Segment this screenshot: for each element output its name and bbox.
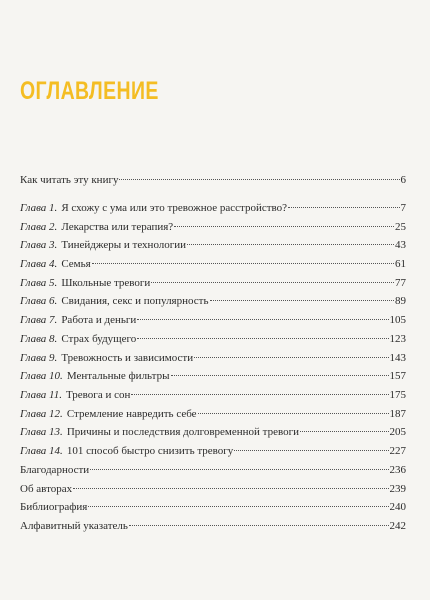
entry-page-number: 236 <box>389 464 406 476</box>
entry-page-number: 6 <box>400 174 406 186</box>
toc-chapter-entry <box>20 349 406 368</box>
chapter-title: Причины и последствия долговременной тревоги <box>66 426 300 439</box>
entry-page-number: 61 <box>395 258 406 271</box>
dot-leader <box>73 488 388 489</box>
toc-intro-list <box>20 171 406 190</box>
dot-leader <box>92 263 394 264</box>
toc-chapter-entry <box>20 236 406 255</box>
chapter-title: Семья <box>61 258 91 271</box>
chapter-prefix: Глава 12. <box>20 407 63 420</box>
dot-leader <box>119 179 399 180</box>
toc-chapter-entry <box>20 199 406 218</box>
chapter-title: Лекарства или терапия? <box>61 220 174 233</box>
toc-chapter-entry <box>20 405 406 424</box>
dot-leader <box>131 394 388 395</box>
entry-title: Библиография <box>20 501 88 513</box>
entry-page-number: 157 <box>389 370 406 383</box>
chapter-prefix: Глава 10. <box>20 370 63 383</box>
toc-chapter-entry <box>20 218 406 237</box>
entry-page-number: 239 <box>389 482 406 495</box>
dot-leader <box>88 506 388 507</box>
dot-leader <box>187 244 394 245</box>
chapter-prefix: Глава 5. <box>20 276 58 289</box>
chapter-prefix: Глава 4. <box>20 258 58 271</box>
toc-chapter-entry <box>20 367 406 386</box>
dot-leader <box>288 207 399 208</box>
toc-chapter-entry <box>20 330 406 349</box>
entry-page-number: 143 <box>389 351 406 364</box>
chapter-prefix: Глава 3. <box>20 239 58 252</box>
entry-page-number: 187 <box>389 407 406 420</box>
entry-title: Об авторах <box>20 482 73 495</box>
dot-leader <box>210 300 395 301</box>
chapter-title: 101 способ быстро снизить тревогу <box>66 444 234 457</box>
chapter-prefix: Глава 13. <box>20 426 63 439</box>
toc-heading: ОГЛАВЛЕНИЕ <box>20 77 159 105</box>
chapter-title: Тревожность и зависимости <box>61 351 194 364</box>
toc-chapter-entry <box>20 255 406 274</box>
entry-page-number: 242 <box>389 519 406 532</box>
dot-leader <box>129 525 389 526</box>
entry-title: Как читать эту книгу <box>20 174 119 186</box>
chapter-prefix: Глава 6. <box>20 295 58 308</box>
toc-back-matter-list <box>20 461 406 535</box>
toc-chapter-entry <box>20 311 406 330</box>
chapter-prefix: Глава 2. <box>20 220 58 233</box>
chapter-title: Тревога и сон <box>66 388 131 401</box>
chapter-prefix: Глава 8. <box>20 332 58 345</box>
chapter-title: Работа и деньги <box>61 314 137 327</box>
entry-title: Алфавитный указатель <box>20 519 128 532</box>
chapter-title: Я схожу с ума или это тревожное расстройство? <box>61 202 288 214</box>
chapter-title: Тинейджеры и технологии <box>61 239 187 252</box>
dot-leader <box>151 282 394 283</box>
chapter-prefix: Глава 1. <box>20 202 58 214</box>
dot-leader <box>174 226 394 227</box>
entry-title: Благодарности <box>20 464 90 476</box>
dot-leader <box>137 319 388 320</box>
entry-page-number: 205 <box>389 426 406 439</box>
toc-chapter-entry <box>20 386 406 405</box>
entry-page-number: 43 <box>395 239 406 252</box>
chapter-title: Стремление навредить себе <box>66 407 197 420</box>
entry-page-number: 240 <box>389 501 406 513</box>
toc-chapter-entry <box>20 442 406 461</box>
chapter-prefix: Глава 9. <box>20 351 58 364</box>
toc-chapter-entry <box>20 274 406 293</box>
entry-page-number: 7 <box>400 202 406 214</box>
chapter-title: Страх будущего <box>61 332 137 345</box>
toc-entry <box>20 498 406 517</box>
dot-leader <box>300 431 388 432</box>
entry-page-number: 227 <box>389 444 406 457</box>
toc-entry <box>20 171 406 190</box>
dot-leader <box>90 469 388 470</box>
dot-leader <box>137 338 388 339</box>
chapter-title: Свидания, секс и популярность <box>61 295 209 308</box>
chapter-prefix: Глава 7. <box>20 314 58 327</box>
entry-page-number: 89 <box>395 295 406 308</box>
entry-page-number: 105 <box>389 314 406 327</box>
chapter-title: Школьные тревоги <box>61 276 151 289</box>
entry-page-number: 175 <box>389 388 406 401</box>
toc-chapter-entry <box>20 423 406 442</box>
chapter-prefix: Глава 11. <box>20 388 62 401</box>
toc-entry <box>20 480 406 499</box>
chapter-title: Ментальные фильтры <box>66 370 170 383</box>
dot-leader <box>194 357 388 358</box>
toc-chapter-entry <box>20 292 406 311</box>
dot-leader <box>198 413 389 414</box>
entry-page-number: 25 <box>395 220 406 233</box>
entry-page-number: 123 <box>389 332 406 345</box>
entry-page-number: 77 <box>395 276 406 289</box>
toc-entry <box>20 461 406 480</box>
dot-leader <box>234 450 388 451</box>
chapter-prefix: Глава 14. <box>20 444 63 457</box>
toc-entry <box>20 517 406 536</box>
toc-chapter-list <box>20 199 406 461</box>
dot-leader <box>171 375 389 376</box>
